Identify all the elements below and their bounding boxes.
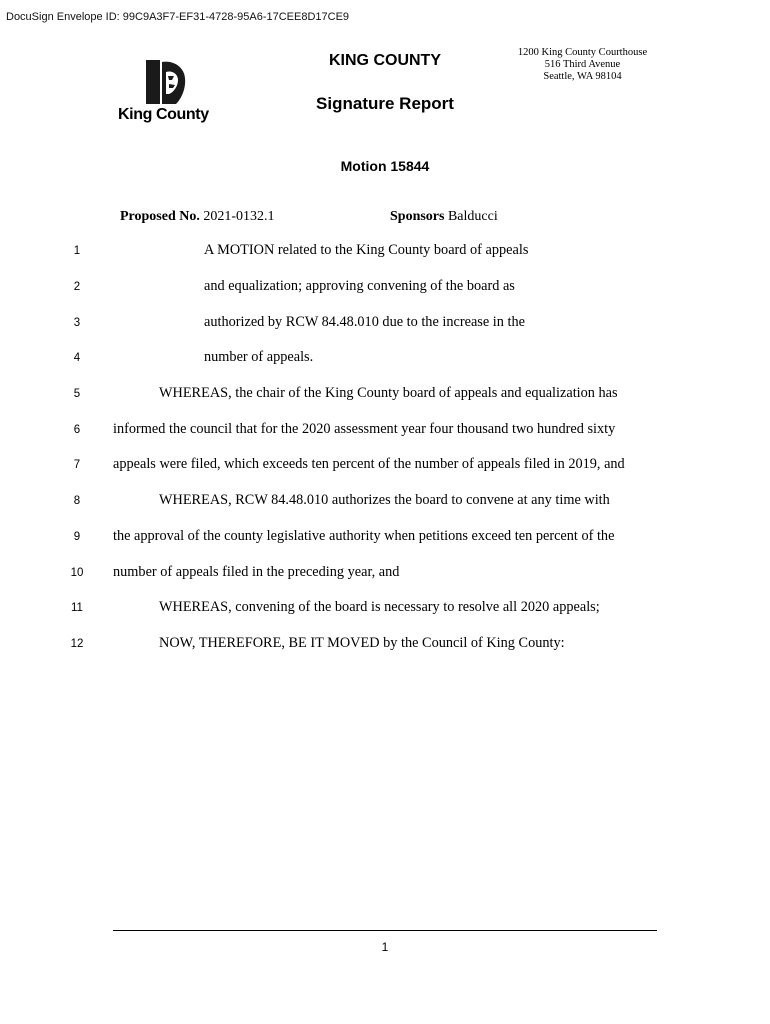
line-text: WHEREAS, convening of the board is necessary to resolve all 2020 appeals; — [159, 599, 600, 615]
sponsors-value: Balducci — [447, 209, 498, 224]
address-line: 1200 King County Courthouse — [517, 47, 648, 58]
proposed-number — [120, 209, 275, 225]
line-text: NOW, THEREFORE, BE IT MOVED by the Council of King County: — [159, 635, 565, 651]
king-county-logo — [118, 58, 218, 128]
motion-title: Motion 15844 — [340, 158, 430, 174]
line-number: 11 — [71, 602, 83, 614]
line-text: the approval of the county legislative authority when petitions exceed ten percent of the — [113, 528, 615, 544]
address-block — [505, 47, 660, 83]
line-text: A MOTION related to the King County board of appeals — [204, 242, 529, 258]
king-county-mlk-logo-icon — [142, 58, 188, 106]
line-number: 8 — [73, 495, 81, 507]
line-text: appeals were filed, which exceeds ten percent of the number of appeals filed in 2019, and — [113, 456, 625, 472]
line-text: WHEREAS, RCW 84.48.010 authorizes the board to convene at any time with — [159, 492, 610, 508]
line-number: 10 — [70, 567, 84, 579]
line-number: 2 — [73, 281, 81, 293]
address-line: 516 Third Avenue — [544, 59, 621, 70]
address-line: Seattle, WA 98104 — [543, 71, 622, 82]
line-text: WHEREAS, the chair of the King County board of appeals and equalization has — [159, 385, 618, 401]
line-number: 12 — [70, 638, 84, 650]
line-text: number of appeals. — [204, 349, 314, 365]
report-title: Signature Report — [316, 94, 454, 113]
org-title: KING COUNTY — [329, 52, 441, 69]
line-text: and equalization; approving convening of the board as — [204, 278, 515, 294]
line-number: 6 — [73, 424, 81, 436]
line-text: authorized by RCW 84.48.010 due to the increase in the — [204, 314, 525, 330]
line-text: informed the council that for the 2020 assessment year four thousand two hundred sixty — [113, 421, 616, 437]
sponsors-label: Sponsors — [390, 209, 445, 224]
docusign-envelope-id: DocuSign Envelope ID: 99C9A3F7-EF31-4728-95A6-17CEE8D17CE9 — [6, 11, 350, 23]
sponsors — [390, 209, 498, 225]
proposed-value: 2021-0132.1 — [203, 209, 275, 224]
footer-divider — [113, 930, 657, 931]
line-number: 3 — [73, 317, 81, 329]
line-number: 4 — [73, 352, 81, 364]
line-number: 9 — [73, 531, 81, 543]
logo-wordmark: King County — [118, 106, 209, 123]
line-number: 5 — [73, 388, 81, 400]
proposed-label: Proposed No. — [120, 209, 200, 224]
line-number: 7 — [73, 459, 81, 471]
line-number: 1 — [73, 245, 81, 257]
page-number: 1 — [381, 940, 389, 954]
line-text: number of appeals filed in the preceding year, and — [113, 564, 400, 580]
